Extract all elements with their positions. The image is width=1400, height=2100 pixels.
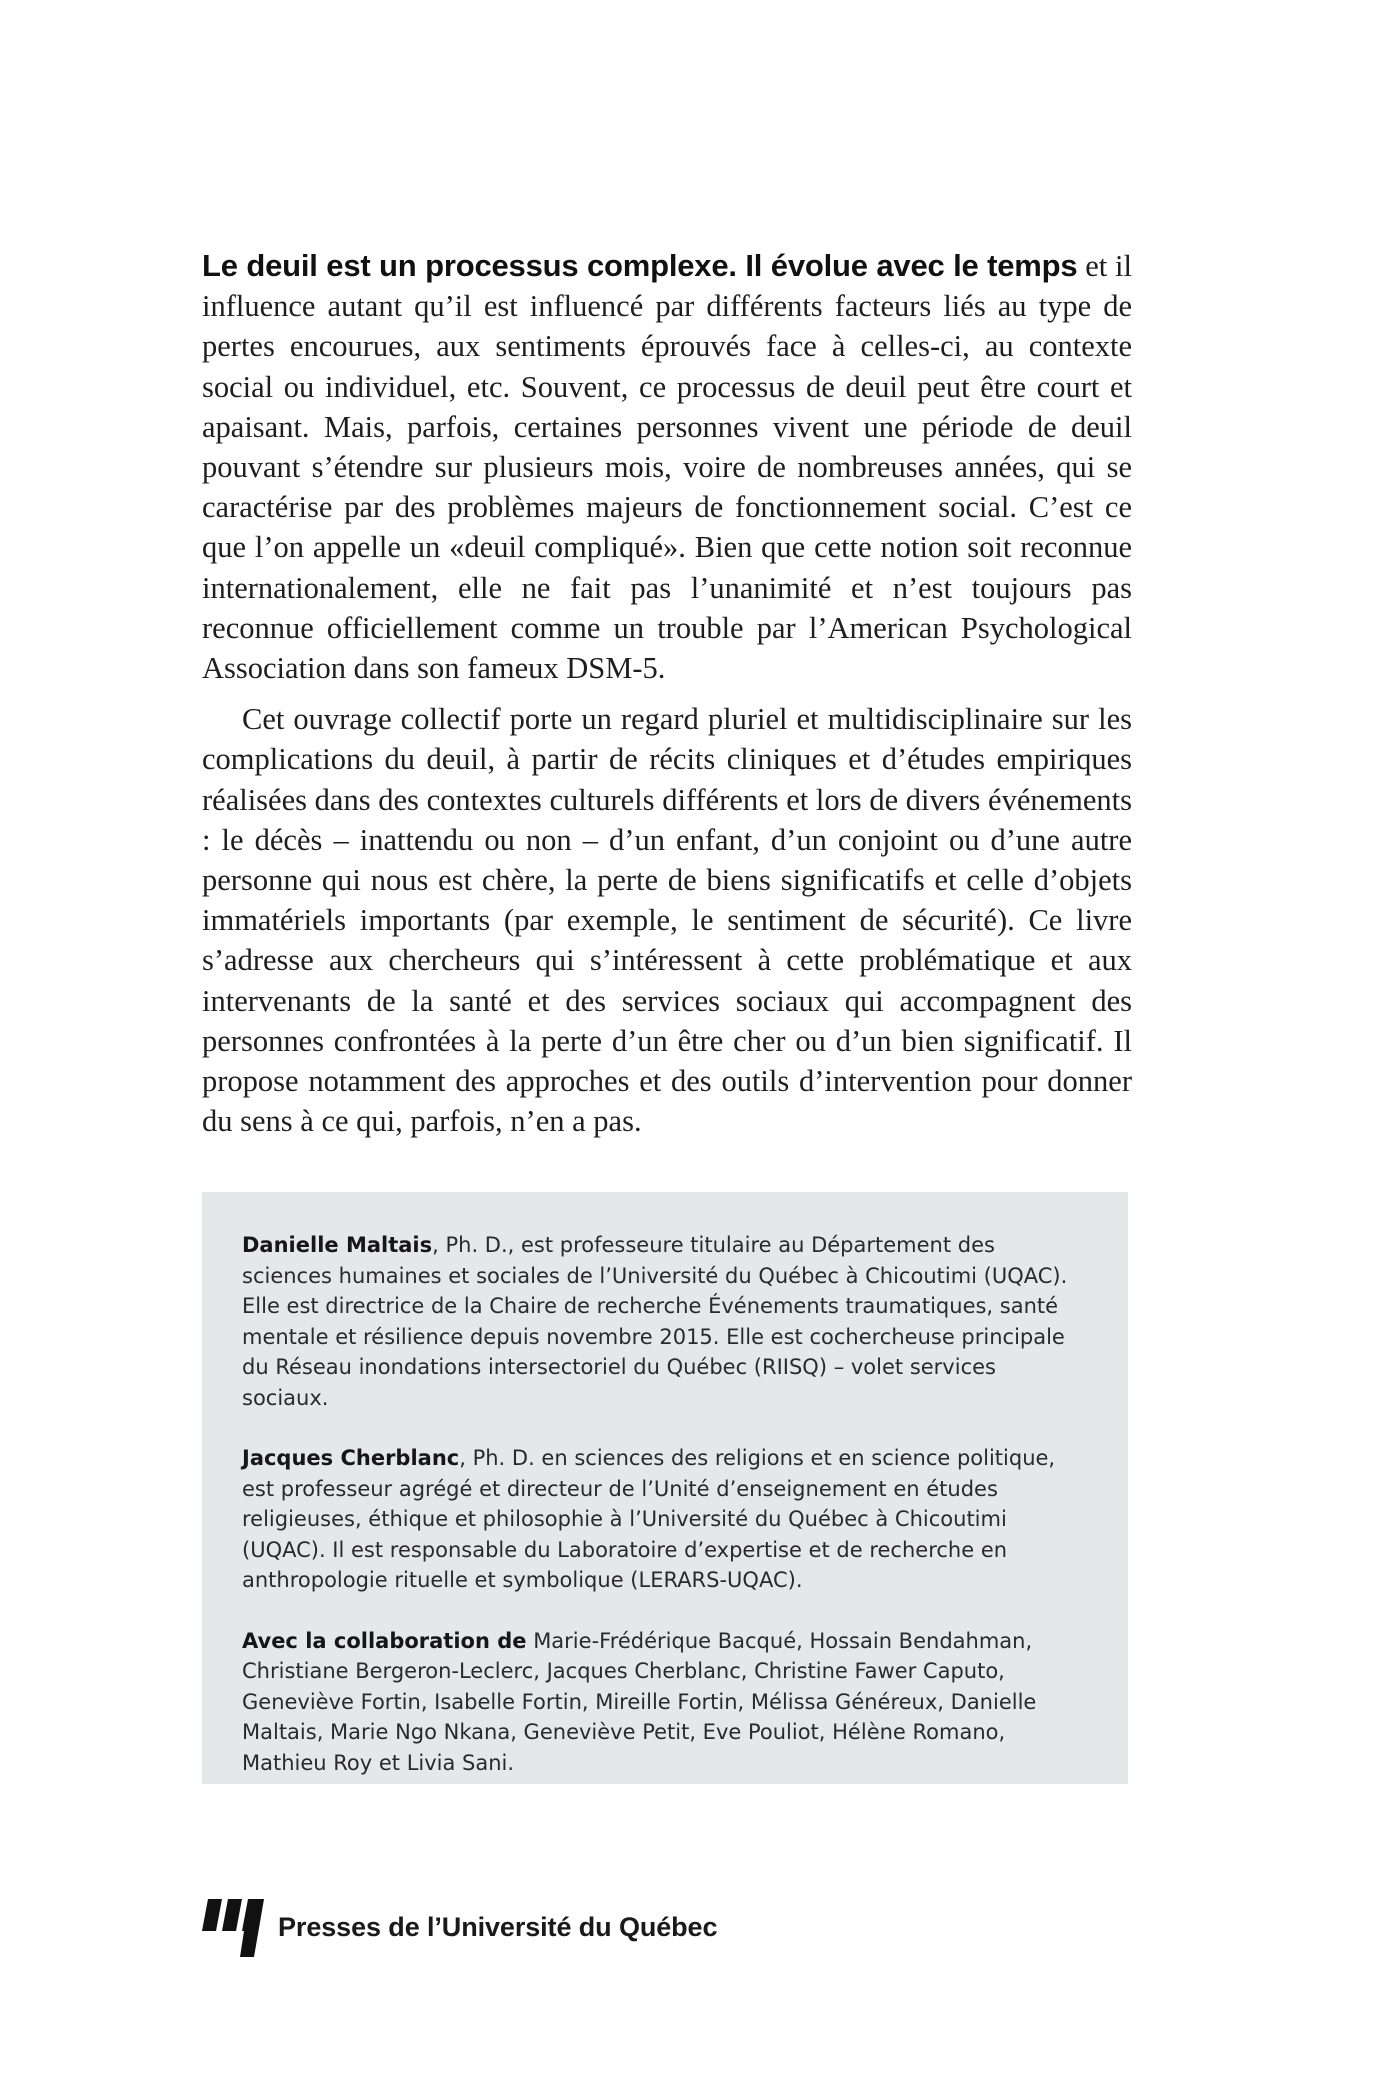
author-bio-1 — [242, 1230, 1088, 1413]
publisher-name: Presses de l’Université du Québec — [278, 1911, 718, 1942]
summary-paragraph-2: Cet ouvrage collectif porte un regard pluriel et multidisciplinaire sur les complications du deuil, à partir de récits cliniques et d’études empiriques réalisées dans des contextes culturels différents et lors de divers événements : le décès – inattendu ou non – d’un enfant, d’un conjoint ou d’une autre personne qui nous est chère, la perte de biens significatifs et celle d’objets immatériels importants (par exemple, le sentiment de sécurité). Ce livre s’adresse aux chercheurs qui s’intéressent à cette problématique et aux intervenants de la santé et des services sociaux qui accompagnent des personnes confrontées à la perte d’un être cher ou d’un bien significatif. Il propose notamment des approches et des outils d’intervention pour donner du sens à ce qui, parfois, n’en a pas. — [202, 702, 1132, 1139]
author-name-2: Jacques Cherblanc — [242, 1446, 460, 1470]
puq-logo-icon — [202, 1897, 266, 1959]
author-bio-text-2: , Ph. D. en sciences des religions et en science politique, est professeur agrégé et directeur de l’Unité d’enseignement en études religieuses, éthique et philosophie à l’Université du Québec à Chicoutimi (UQAC). Il est responsable du Laboratoire d’expertise et de recherche en anthropologie rituelle et symbolique (LERARS-UQAC). — [242, 1446, 1056, 1592]
summary-lead: Le deuil est un processus complexe. Il évolue avec le temps — [202, 248, 1078, 283]
author-name-1: Danielle Maltais — [242, 1233, 433, 1257]
collaborators-label: Avec la collaboration de — [242, 1628, 527, 1653]
collaborators-list: Marie-Frédérique Bacqué, Hossain Bendahman, Christiane Bergeron-Leclerc, Jacques Cherblanc, Christine Fawer Caputo, Geneviève Fortin, Isabelle Fortin, Mireille Fortin, Mélissa Généreux, Danielle Maltais, Marie Ngo Nkana, Geneviève Petit, Eve Pouliot, Hélène Romano, Mathieu Roy et Livia Sani. — [242, 1628, 1037, 1775]
collaborators — [242, 1626, 1088, 1779]
author-bio-box — [202, 1192, 1128, 1784]
summary-paragraph-1-text: et il influence autant qu’il est influencé par différents facteurs liés au type de pertes encourues, aux sentiments éprouvés face à celles-ci, au contexte social ou individuel, etc. Souvent, ce processus de deuil peut être court et apaisant. Mais, parfois, certaines personnes vivent une période de deuil pouvant s’étendre sur plusieurs mois, voire de nombreuses années, qui se caractérise par des problèmes majeurs de fonctionnement social. C’est ce que l’on appelle un «deuil compliqué». Bien que cette notion soit reconnue internationalement, elle ne fait pas l’unanimité et n’est toujours pas reconnue officiellement comme un trouble par l’American Psychological Association dans son fameux DSM-5. — [202, 249, 1133, 686]
publisher-block — [202, 1897, 717, 1959]
author-bio-text-1: , Ph. D., est professeure titulaire au Département des sciences humaines et sociales de l’Université du Québec à Chicoutimi (UQAC). Elle est directrice de la Chaire de recherche Événements traumatiques, santé mentale et résilience depuis novembre 2015. Elle est cochercheuse principale du Réseau inondations intersectoriel du Québec (RIISQ) – volet services sociaux. — [242, 1233, 1068, 1410]
author-bio-2 — [242, 1443, 1088, 1596]
book-summary — [202, 246, 1132, 1141]
summary-paragraph-1 — [202, 246, 1132, 688]
